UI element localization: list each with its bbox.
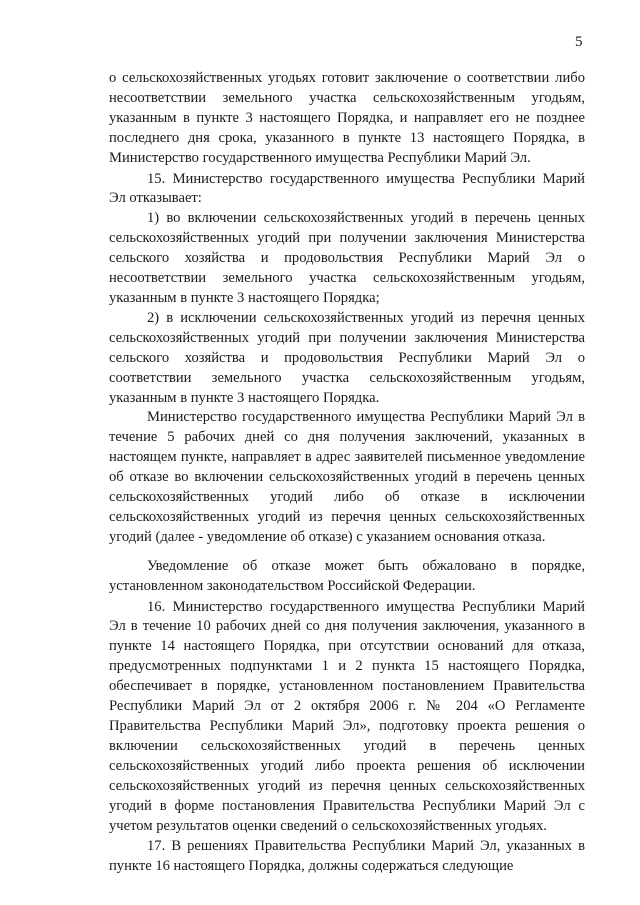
paragraph-14-continuation: о сельскохозяйственных угодьях готовит заключение о соответствии либо несоответствии земельного участка сельскохозяйственным угодьям, указанным в пункте 3 настоящего Порядка, и направляет его не позднее последнего дня срока, указанного в пункте 13 настоящего Порядка, в Министерство государственного имущества Республики Марий Эл. <box>109 70 585 166</box>
page-number: 5 <box>575 34 583 50</box>
paragraph-15-notice: Министерство государственного имущества Республики Марий Эл в течение 5 рабочих дней со дня получения заключений, указанных в настоящем пункте, направляет в адрес заявителей письменное уведомление об отказе во включении сельскохозяйственных угодий в перечень ценных сельскохозяйственных угодий либо об отказе в исключении сельскохозяйственных угодий из перечня ценных сельскохозяйственных угодий (далее - уведомление об отказе) с указанием основания отказа. <box>109 409 585 545</box>
paragraph-16: 16. Министерство государственного имущества Республики Марий Эл в течение 10 рабочих дней со дня получения заключения, указанного в пункте 14 настоящего Порядка, при отсутствии оснований для отказа, предусмотренных подпунктами 1 и 2 пункта 15 настоящего Порядка, обеспечивает в порядке, установленном постановлением Правительства Республики Марий Эл от 2 октября 2006 г. № 204 «О Регламенте Правительства Республики Марий Эл», подготовку проекта решения о включении сельскохозяйственных угодий в перечень ценных сельскохозяйственных угодий либо проекта решения об исключении сельскохозяйственных угодий из перечня ценных сельскохозяйственных угодий в форме постановления Правительства Республики Марий Эл с учетом результатов оценки сведений о сельскохозяйственных угодьях. <box>109 598 585 834</box>
paragraph-17: 17. В решениях Правительства Республики Марий Эл, указанных в пункте 16 настоящего Порядка, должны содержаться следующие <box>109 838 585 875</box>
document-body <box>109 69 585 877</box>
paragraph-15: 15. Министерство государственного имущества Республики Марий Эл отказывает: <box>109 170 585 207</box>
paragraph-15-item-1: 1) во включении сельскохозяйственных угодий в перечень ценных сельскохозяйственных угодий при получении заключения Министерства сельского хозяйства и продовольствия Республики Марий Эл о несоответствии земельного участка сельскохозяйственным угодьям, указанным в пункте 3 настоящего Порядка; <box>109 210 585 306</box>
paragraph-15-item-2: 2) в исключении сельскохозяйственных угодий из перечня ценных сельскохозяйственных угодий при получении заключения Министерства сельского хозяйства и продовольствия Республики Марий Эл о соответствии земельного участка сельскохозяйственным угодьям, указанным в пункте 3 настоящего Порядка. <box>109 309 585 406</box>
paragraph-15-appeal: Уведомление об отказе может быть обжаловано в порядке, установленном законодательством Российской Федерации. <box>109 557 585 594</box>
